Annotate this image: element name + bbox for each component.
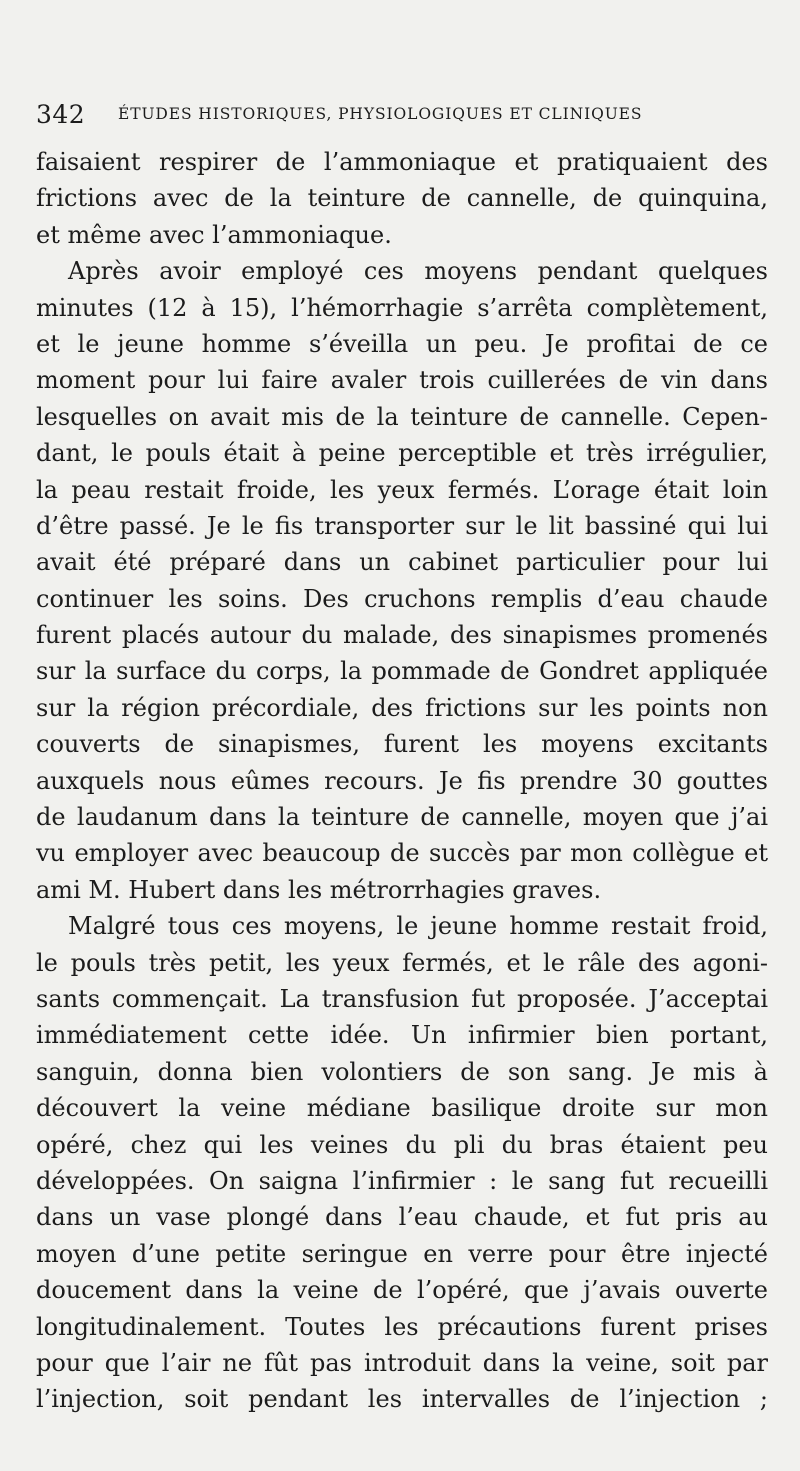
running-header xyxy=(36,100,736,130)
text-line: immédiatement cette idée. Un infirmier bien portant, xyxy=(36,1021,768,1050)
text-line: furent placés autour du malade, des sinapismes promenés xyxy=(36,621,768,650)
text-line: pour que l’air ne fût pas introduit dans la veine, soit par xyxy=(36,1348,768,1377)
running-title: ÉTUDES HISTORIQUES, PHYSIOLOGIQUES ET CLINIQUES xyxy=(118,105,643,123)
text-line: frictions avec de la teinture de cannelle, de quinquina, xyxy=(36,184,768,213)
text-line: de laudanum dans la teinture de cannelle, moyen que j’ai xyxy=(36,803,768,832)
text-line: le pouls très petit, les yeux fermés, et le râle des agoni- xyxy=(36,948,768,977)
text-line: Après avoir employé ces moyens pendant quelques xyxy=(68,257,768,286)
text-line: et le jeune homme s’éveilla un peu. Je profitai de ce xyxy=(36,329,768,358)
text-line: vu employer avec beaucoup de succès par mon collègue et xyxy=(36,839,768,868)
text-line: avait été préparé dans un cabinet particulier pour lui xyxy=(36,548,768,577)
text-line: sur la surface du corps, la pommade de Gondret appliquée xyxy=(36,657,768,686)
text-line: lesquelles on avait mis de la teinture de cannelle. Cepen- xyxy=(36,402,768,431)
text-line: sur la région précordiale, des frictions sur les points non xyxy=(36,693,768,722)
text-line: couverts de sinapismes, furent les moyens excitants xyxy=(36,730,768,759)
text-line: faisaient respirer de l’ammoniaque et pratiquaient des xyxy=(36,148,768,176)
text-line: sanguin, donna bien volontiers de son sang. Je mis à xyxy=(36,1057,768,1086)
text-line: la peau restait froide, les yeux fermés. L’orage était loin xyxy=(36,475,768,504)
body-text xyxy=(36,144,768,1418)
text-line: minutes (12 à 15), l’hémorrhagie s’arrêta complètement, xyxy=(36,293,768,322)
text-line: d’être passé. Je le fis transporter sur le lit bassiné qui lui xyxy=(36,511,768,540)
text-line: opéré, chez qui les veines du pli du bras étaient peu xyxy=(36,1130,768,1159)
text-line: moyen d’une petite seringue en verre pour être injecté xyxy=(36,1239,768,1268)
text-line: découvert la veine médiane basilique droite sur mon xyxy=(36,1094,768,1123)
text-line: Malgré tous ces moyens, le jeune homme restait froid, xyxy=(68,912,768,941)
text-line: auxquels nous eûmes recours. Je fis prendre 30 gouttes xyxy=(36,766,768,795)
text-line: l’injection, soit pendant les intervalles de l’injection ; xyxy=(36,1385,768,1414)
text-line: doucement dans la veine de l’opéré, que j’avais ouverte xyxy=(36,1276,768,1305)
text-line: dant, le pouls était à peine perceptible et très irrégulier, xyxy=(36,439,768,468)
text-line: et même avec l’ammoniaque. xyxy=(36,220,392,249)
text-line: moment pour lui faire avaler trois cuillerées de vin dans xyxy=(36,366,768,395)
text-line: ami M. Hubert dans les métrorrhagies graves. xyxy=(36,875,602,904)
text-line: sants commençait. La transfusion fut proposée. J’acceptai xyxy=(36,984,768,1013)
text-line: dans un vase plongé dans l’eau chaude, et fut pris au xyxy=(36,1203,768,1232)
page-number: 342 xyxy=(36,100,86,129)
text-line: développées. On saigna l’infirmier : le sang fut recueilli xyxy=(36,1166,768,1195)
text-line: longitudinalement. Toutes les précautions furent prises xyxy=(36,1312,768,1341)
text-line: continuer les soins. Des cruchons remplis d’eau chaude xyxy=(36,584,768,613)
